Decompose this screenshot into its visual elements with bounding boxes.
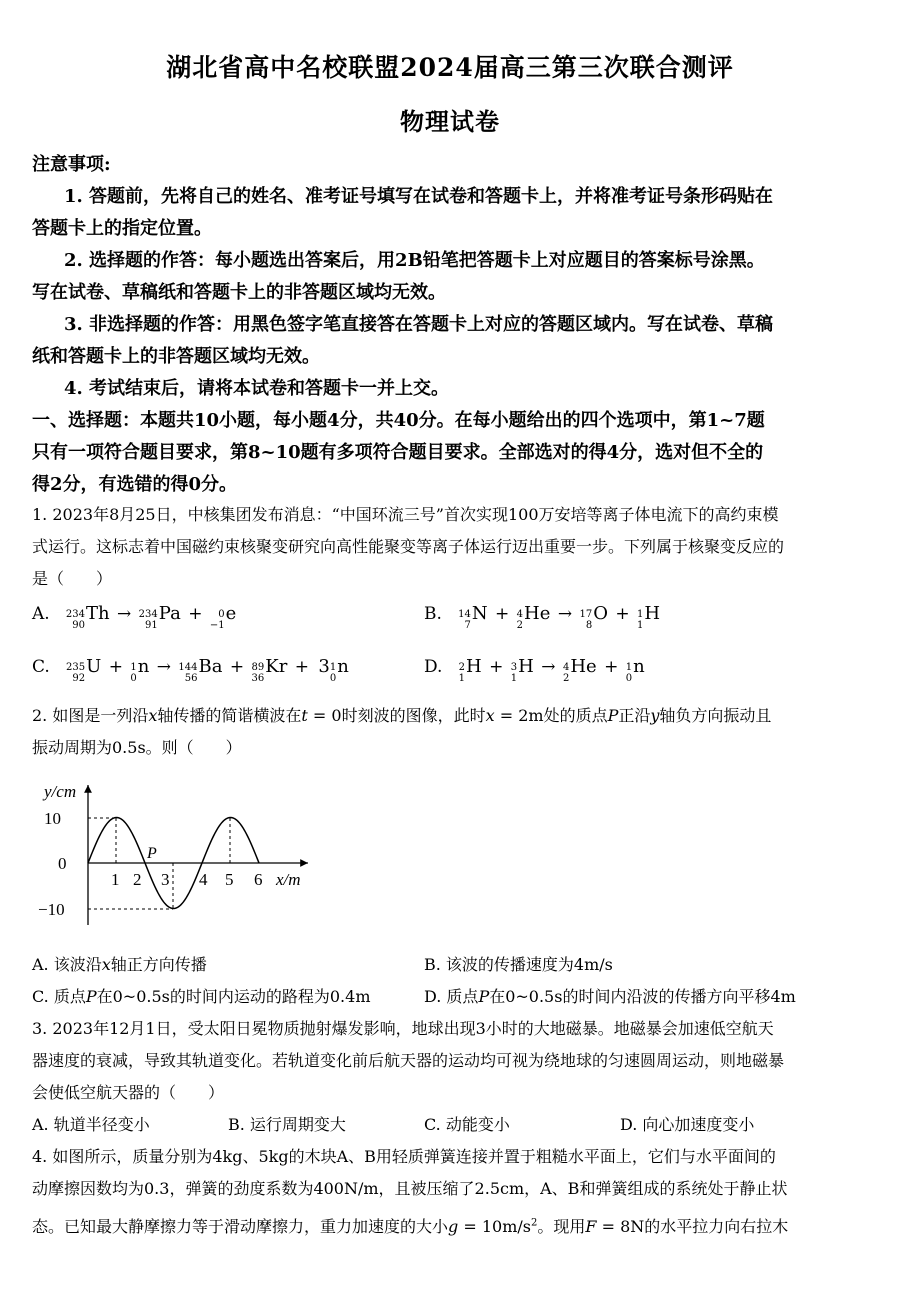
wave-graph	[30, 775, 330, 935]
question-1-text: 1. 2023年8月25日，中核集团发布消息：“中国环流三号”首次实现100万安培等离子体电流下的高约束模	[32, 505, 779, 524]
question-1-text: 式运行。这标志着中国磁约束核聚变研究向高性能聚变等离子体运行迈出重要一步。下列属于核聚变反应的	[32, 537, 785, 556]
question-3-text: 会使低空航天器的（ ）	[32, 1083, 225, 1102]
question-3-text: 器速度的衰减，导致其轨道变化。若轨道变化前后航天器的运动均可视为绕地球的匀速圆周运动，则地磁暴	[32, 1051, 785, 1070]
notice-item: 4. 考试结束后，请将本试卷和答题卡一并上交。	[64, 378, 450, 399]
y-tick-label: 10	[44, 809, 61, 828]
y-tick-label: −10	[38, 900, 65, 919]
notice-item: 写在试卷、草稿纸和答题卡上的非答题区域均无效。	[32, 282, 446, 303]
y-tick-label: 0	[58, 854, 67, 873]
notice-item: 2. 选择题的作答：每小题选出答案后，用2B铅笔把答题卡上对应题目的答案标号涂黑。	[64, 250, 765, 271]
q2-option-c[interactable]: C. 质点P在0~0.5s的时间内运动的路程为0.4m	[32, 987, 371, 1006]
notice-heading: 注意事项:	[32, 154, 111, 175]
q1-option-b[interactable]: B. 14 7 N + 4 2 He → 17 8 O + 1 1 H	[424, 603, 661, 631]
x-tick-label: 3	[161, 870, 170, 889]
section-heading-line: 只有一项符合题目要求，第8~10题有多项符合题目要求。全部选对的得4分，选对但不全的	[32, 442, 764, 463]
question-1-text: 是（ ）	[32, 569, 113, 588]
question-3-text: 3. 2023年12月1日，受太阳日冕物质抛射爆发影响，地球出现3小时的大地磁暴。地磁暴会加速低空航天	[32, 1019, 774, 1038]
notice-item: 1. 答题前，先将自己的姓名、准考证号填写在试卷和答题卡上，并将准考证号条形码贴在	[64, 186, 774, 207]
section-heading-line: 一、选择题：本题共10小题，每小题4分，共40分。在每小题给出的四个选项中，第1~7题	[32, 410, 765, 431]
question-4-text: 4. 如图所示，质量分别为4kg、5kg的木块A、B用轻质弹簧连接并置于粗糙水平面上，它们与水平面间的	[32, 1147, 776, 1166]
q3-option-d[interactable]: D. 向心加速度变小	[620, 1115, 755, 1134]
x-tick-label: 1	[111, 870, 120, 889]
question-4-text: 动摩擦因数均为0.3，弹簧的劲度系数为400N/m，且被压缩了2.5cm，A、B和弹簧组成的系统处于静止状	[32, 1179, 788, 1198]
notice-item: 答题卡上的指定位置。	[32, 218, 212, 239]
x-tick-label: 5	[225, 870, 234, 889]
x-tick-label: 2	[133, 870, 142, 889]
q3-option-b[interactable]: B. 运行周期变大	[228, 1115, 346, 1134]
x-axis-label: x/m	[276, 870, 301, 889]
q1-option-d[interactable]: D. 2 1 H + 3 1 H → 4 2 He + 1 0 n	[424, 656, 645, 684]
q2-option-a[interactable]: A. 该波沿x轴正方向传播	[32, 955, 207, 974]
point-p-label: P	[147, 845, 157, 862]
q3-option-a[interactable]: A. 轨道半径变小	[32, 1115, 150, 1134]
q2-option-d[interactable]: D. 质点P在0~0.5s的时间内沿波的传播方向平移4m	[424, 987, 796, 1006]
section-heading-line: 得2分，有选错的得0分。	[32, 474, 238, 495]
exam-title: 湖北省高中名校联盟2024届高三第三次联合测评	[166, 53, 734, 82]
question-4-text: 态。已知最大静摩擦力等于滑动摩擦力，重力加速度的大小$g = 10m/s^2$。现用F = 8N的水平拉力向右拉木	[32, 1217, 789, 1236]
notice-item: 3. 非选择题的作答：用黑色签字笔直接答在答题卡上对应的答题区域内。写在试卷、草稿	[64, 314, 774, 335]
x-tick-label: 4	[199, 870, 208, 889]
q2-option-b[interactable]: B. 该波的传播速度为4m/s	[424, 955, 613, 974]
q1-option-a[interactable]: A. 234 90 Th → 234 91 Pa + 0 −1 e	[32, 603, 237, 631]
question-2-text: 振动周期为0.5s。则（ ）	[32, 738, 242, 757]
x-tick-label: 6	[254, 870, 263, 889]
question-2-text: 2. 如图是一列沿x轴传播的简谐横波在t = 0时刻波的图像，此时x = 2m处的质点P正沿y轴负方向振动且	[32, 706, 772, 725]
exam-subtitle: 物理试卷	[400, 107, 500, 136]
q3-option-c[interactable]: C. 动能变小	[424, 1115, 510, 1134]
y-axis-label: y/cm	[44, 782, 77, 801]
q1-option-c[interactable]: C. 235 92 U + 1 0 n → 144 56 Ba + 89 36 Kr + 3 1 0 n	[32, 656, 349, 684]
notice-item: 纸和答题卡上的非答题区域均无效。	[32, 346, 320, 367]
